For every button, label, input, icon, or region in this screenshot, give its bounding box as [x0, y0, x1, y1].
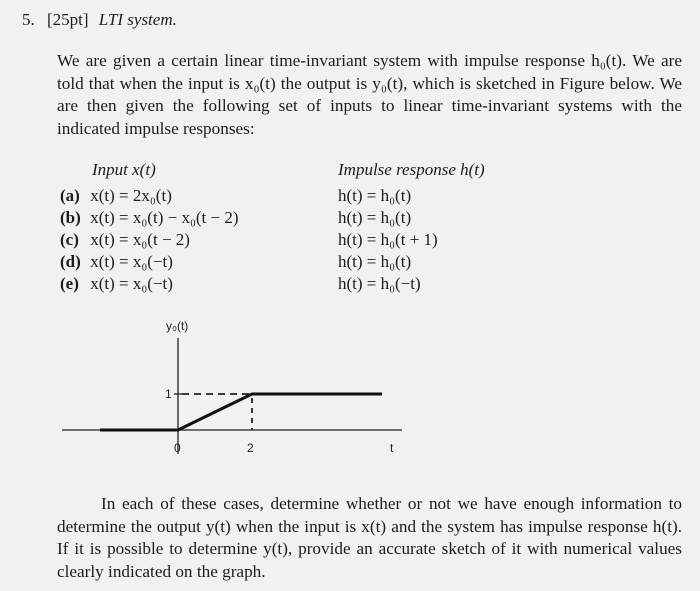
- row-label: (d): [60, 252, 81, 271]
- response-expression: h(t) = h₀(t + 1): [338, 230, 438, 249]
- y0-signal-curve: [100, 394, 382, 430]
- outro-paragraph: [57, 493, 682, 583]
- input-expression: x(t) = x₀(−t): [90, 252, 173, 271]
- table-row: [60, 252, 173, 272]
- intro-paragraph: We are given a certain linear time-invariant system with impulse response h₀(t). We are told that when the input is x₀(t) the output is y₀(t), which is sketched in Figure below. We are then given the following set of inputs to linear time-invariant systems with the indicated impulse responses:: [57, 51, 682, 138]
- input-column-header: Input x(t): [92, 160, 156, 179]
- table-row: [60, 274, 173, 294]
- table-row: [60, 208, 239, 228]
- problem-points: [25pt]: [47, 10, 89, 29]
- input-expression: x(t) = x₀(−t): [90, 274, 173, 293]
- table-row: [60, 186, 172, 206]
- problem-header: [22, 10, 177, 30]
- problem-number: 5.: [22, 10, 35, 29]
- row-label: (a): [60, 186, 80, 205]
- row-label: (c): [60, 230, 79, 249]
- outro-text: In each of these cases, determine whether or not we have enough information to determine the output y(t) when the input is x(t) and the system has impulse response h(t). If it is possible to determine y(t), provide an accurate sketch of it with numerical values clearly indicated on the graph.: [57, 494, 682, 581]
- problem-title: LTI system.: [98, 10, 177, 29]
- tick-label-two: 2: [247, 441, 254, 455]
- input-expression: x(t) = x₀(t − 2): [90, 230, 190, 249]
- response-expression: h(t) = h₀(t): [338, 252, 412, 271]
- input-expression: x(t) = x₀(t) − x₀(t − 2): [90, 208, 239, 227]
- tick-label-zero: 0: [174, 441, 181, 455]
- y-axis-label: y₀(t): [166, 319, 189, 333]
- response-expression: h(t) = h₀(t): [338, 208, 412, 227]
- y0-figure: [60, 312, 420, 477]
- row-label: (e): [60, 274, 79, 293]
- tick-label-one: 1: [165, 387, 172, 401]
- response-column-header: Impulse response h(t): [338, 160, 485, 179]
- x-axis-label: t: [390, 441, 394, 455]
- table-row: [60, 230, 190, 250]
- input-expression: x(t) = 2x₀(t): [90, 186, 172, 205]
- response-expression: h(t) = h₀(t): [338, 186, 412, 205]
- row-label: (b): [60, 208, 81, 227]
- response-expression: h(t) = h₀(−t): [338, 274, 421, 293]
